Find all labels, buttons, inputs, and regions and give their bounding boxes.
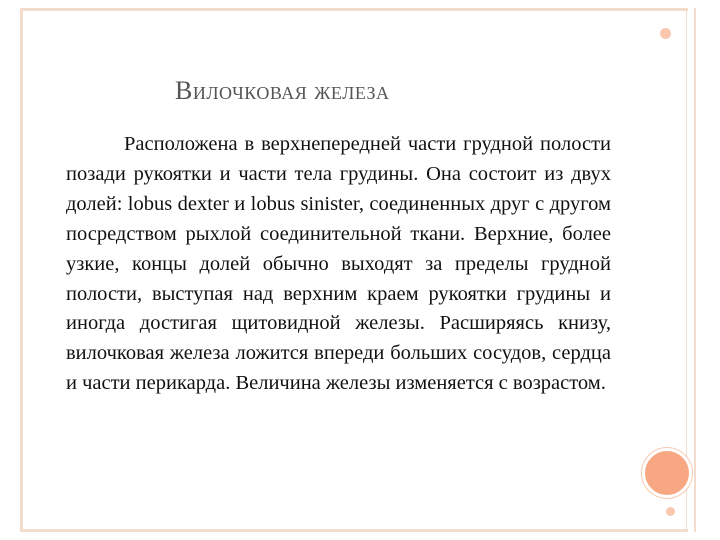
decorative-circle-top (660, 28, 671, 39)
slide-frame-right-band (686, 8, 696, 532)
decorative-circle-large (642, 448, 692, 498)
slide-body-paragraph: Расположена в верхнепередней части грудной полости позади рукоятки и части тела грудины. Она состоит из двух долей: lobus dexter и lobus sinister, соединенных друг с другом посредством рыхлой соединительной ткани. Верхние, более узкие, концы долей обычно выходят за пределы грудной полости, выступая над верхним краем рукоятки грудины и иногда достигая щитовидной железы. Расширяясь книзу, вилочковая железа ложится впереди больших сосудов, сердца и части перикарда. Величина железы изменяется с возрастом. (66, 133, 611, 395)
decorative-circle-bottom (666, 507, 675, 516)
slide-title: Вилочковая железа (175, 76, 390, 105)
